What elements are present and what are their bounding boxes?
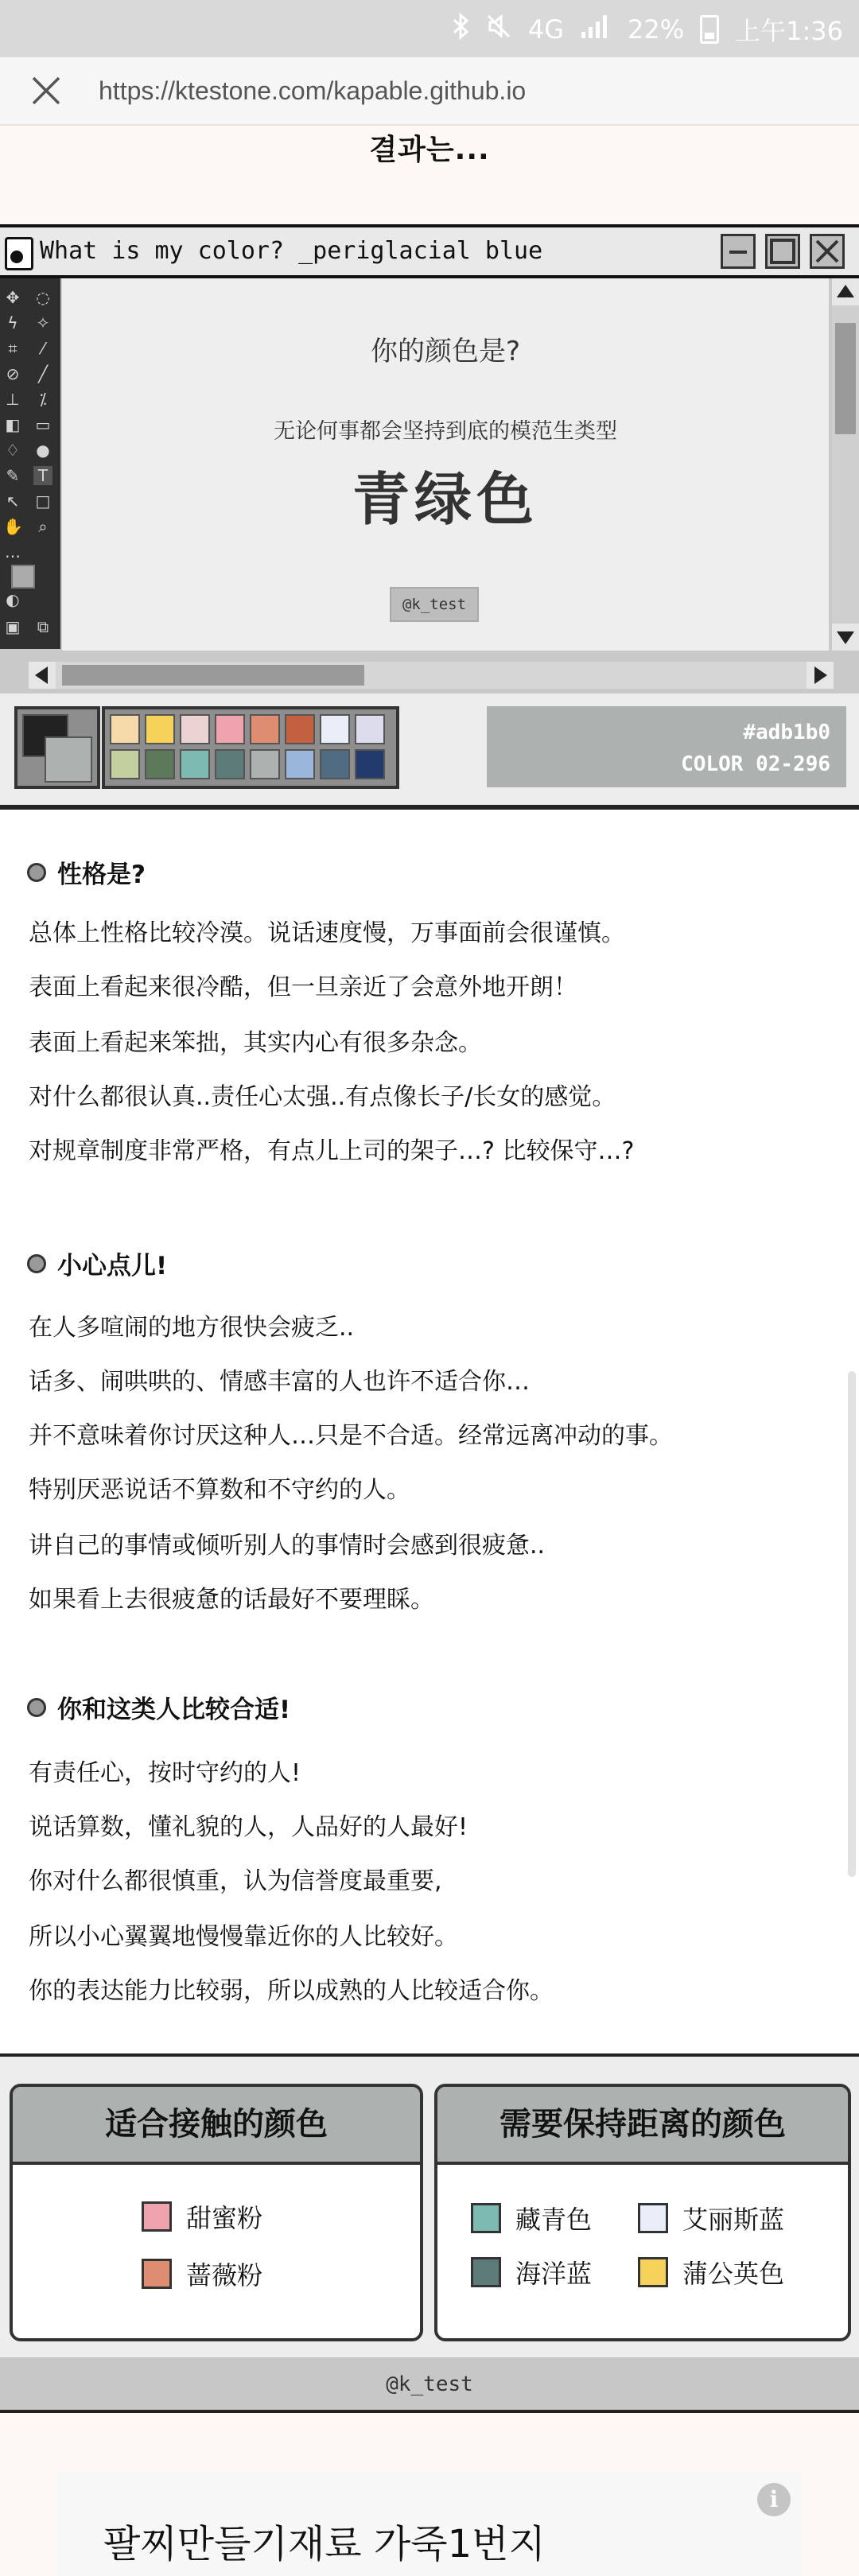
color-swatch xyxy=(638,2257,668,2287)
scroll-left-button[interactable] xyxy=(29,662,56,689)
text-line: 特别厌恶说话不算数和不守约的人。 xyxy=(29,1476,410,1504)
section-title-text: 小心点儿! xyxy=(57,1252,168,1280)
close-window-button[interactable] xyxy=(810,234,845,269)
bad-color-item xyxy=(471,2254,592,2290)
arrow-up-icon xyxy=(832,278,859,305)
footer-credit: @k_test xyxy=(0,2357,859,2411)
window-titlebar xyxy=(0,227,859,278)
url-text[interactable]: https://ktestone.com/kapable.github.io xyxy=(99,76,527,105)
bullet-icon xyxy=(27,863,46,882)
ellipse-select-icon[interactable]: ◌ xyxy=(36,288,50,307)
text-line: 总体上性格比较冷漠。说话速度慢，万事面前会很谨慎。 xyxy=(29,919,625,947)
text-line: 在人多喧闹的地方很快会疲乏.. xyxy=(29,1314,355,1342)
zoom-icon[interactable]: ⌕ xyxy=(38,517,48,536)
good-color-item xyxy=(142,2255,262,2292)
battery-percent: 22% xyxy=(628,14,685,45)
divider xyxy=(0,2410,859,2413)
color-swatches xyxy=(102,706,399,789)
palette-swatch[interactable] xyxy=(285,714,315,744)
color-swatch xyxy=(142,2259,172,2289)
horizontal-scroll-thumb[interactable] xyxy=(62,665,364,686)
result-color-name: 青绿色 xyxy=(352,466,538,533)
bluetooth-icon xyxy=(452,13,469,46)
good-color-item xyxy=(142,2198,262,2235)
text-line: 所以小心翼翼地慢慢靠近你的人比较好。 xyxy=(29,1923,458,1951)
palette-swatch[interactable] xyxy=(285,749,315,779)
result-question: 你的颜色是? xyxy=(370,336,521,367)
good-colors-card xyxy=(10,2084,423,2341)
bullet-icon xyxy=(27,1698,46,1717)
fg-bg-colors xyxy=(14,706,100,789)
browser-url-bar xyxy=(0,57,859,126)
window-title: What is my color? _periglacial blue xyxy=(40,237,543,265)
heal-icon[interactable]: ⊘ xyxy=(6,364,20,383)
network-label: 4G xyxy=(527,14,564,45)
quick-mask-icon[interactable]: ◐ xyxy=(6,590,20,609)
bad-color-item xyxy=(638,2200,784,2236)
maximize-icon xyxy=(768,236,798,266)
palette-swatch[interactable] xyxy=(355,749,385,779)
background-color xyxy=(45,736,92,783)
horizontal-scrollbar[interactable] xyxy=(29,662,834,689)
minimize-button[interactable] xyxy=(721,234,756,269)
screen-mode-icon[interactable]: ▣ xyxy=(5,617,21,636)
text-line: 说话算数，懂礼貌的人，人品好的人最好! xyxy=(29,1813,468,1841)
horizontal-scroll-area xyxy=(0,651,859,697)
text-line: 有责任心，按时守约的人! xyxy=(29,1759,301,1787)
color-name: 艾丽斯蓝 xyxy=(682,2205,785,2235)
status-icons xyxy=(452,11,843,48)
text-line: 你对什么都很慎重，认为信誉度最重要, xyxy=(29,1867,442,1895)
color-name: 蔷薇粉 xyxy=(186,2260,263,2290)
color-swatch xyxy=(471,2203,501,2233)
section-title-caution xyxy=(27,1245,167,1281)
palette-swatch[interactable] xyxy=(145,714,175,744)
color-name: 海洋蓝 xyxy=(515,2259,593,2289)
text-line: 表面上看起来笨拙，其实内心有很多杂念。 xyxy=(29,1029,482,1057)
move-tool-icon[interactable]: ✥ xyxy=(6,288,20,307)
pen-icon[interactable]: ✎ xyxy=(6,466,20,485)
section-title-match xyxy=(27,1689,290,1725)
vertical-scrollbar[interactable] xyxy=(832,278,859,651)
magic-wand-icon[interactable]: ✧ xyxy=(36,313,50,332)
color-swatch xyxy=(638,2203,668,2233)
palette-swatch[interactable] xyxy=(250,714,280,744)
result-subtitle: 无论何事都会坚持到底的模范生类型 xyxy=(274,419,617,444)
arrow-down-icon xyxy=(832,624,859,651)
gradient-icon[interactable]: ▭ xyxy=(35,415,51,434)
text-line: 如果看上去很疲惫的话最好不要理睬。 xyxy=(29,1586,434,1614)
text-line: 讲自己的事情或倾听别人的事情时会感到很疲惫.. xyxy=(29,1532,546,1560)
tool-palette xyxy=(0,278,60,649)
blur-icon[interactable]: ♢ xyxy=(6,441,20,460)
palette-swatch[interactable] xyxy=(180,714,210,744)
path-select-icon[interactable]: ↖ xyxy=(6,491,20,511)
text-line: 对什么都很认真..责任心太强..有点像长子/长女的感觉。 xyxy=(29,1083,616,1111)
mute-icon xyxy=(485,13,512,46)
type-tool-icon[interactable]: T xyxy=(33,466,52,485)
battery-icon xyxy=(700,15,719,44)
section-title-personality xyxy=(27,854,146,890)
text-line: 话多、闹哄哄的、情感丰富的人也许不适合你… xyxy=(29,1368,530,1396)
hand-icon[interactable]: ✋ xyxy=(3,517,23,536)
scroll-up-button[interactable] xyxy=(832,278,859,305)
color-compatibility xyxy=(0,2057,859,2357)
section-title-text: 你和这类人比较合适! xyxy=(57,1696,291,1724)
text-line: 表面上看起来很冷酷，但一旦亲近了会意外地开朗！ xyxy=(29,973,577,1001)
info-icon[interactable]: i xyxy=(757,2483,791,2516)
bad-color-item xyxy=(471,2200,592,2236)
bad-colors-title: 需要保持距离的颜色 xyxy=(437,2087,848,2165)
brush-icon[interactable]: ╱ xyxy=(37,364,49,383)
palette-swatch[interactable] xyxy=(110,714,140,744)
color-info-box xyxy=(487,706,846,787)
history-brush-icon[interactable]: ⁒ xyxy=(39,390,47,409)
k-test-badge: @k_test xyxy=(390,587,479,622)
arrow-right-icon xyxy=(807,662,834,689)
dodge-icon[interactable]: ● xyxy=(36,441,50,460)
bad-color-item xyxy=(638,2254,784,2290)
crop-icon[interactable]: ⌗ xyxy=(8,339,17,358)
app-icon xyxy=(5,237,33,270)
palette-swatch[interactable] xyxy=(320,749,350,779)
canvas xyxy=(62,278,829,651)
status-bar xyxy=(0,0,859,57)
color-swatch xyxy=(471,2257,501,2287)
scroll-right-button[interactable] xyxy=(807,662,834,689)
lasso-icon[interactable]: ϟ xyxy=(7,313,18,332)
color-swatch-icon[interactable] xyxy=(11,565,35,589)
description-content xyxy=(0,810,859,2053)
palette-swatch[interactable] xyxy=(355,714,385,744)
rectangle-icon[interactable]: □ xyxy=(35,491,51,511)
palette-swatch[interactable] xyxy=(250,749,280,779)
close-tab-button[interactable] xyxy=(29,73,64,108)
result-heading: 결과는... xyxy=(369,134,490,166)
close-icon xyxy=(29,73,64,108)
jump-icon[interactable]: ⧉ xyxy=(37,617,49,636)
section-title-text: 性格是? xyxy=(57,861,146,889)
stamp-icon[interactable]: ⊥ xyxy=(6,390,20,409)
color-code: COLOR 02-296 xyxy=(681,752,830,776)
palette-swatch[interactable] xyxy=(110,749,140,779)
eyedropper-icon[interactable]: ⁄ xyxy=(41,339,45,358)
color-name: 甜蜜粉 xyxy=(186,2203,263,2233)
color-name: 藏青色 xyxy=(515,2205,593,2235)
vertical-scroll-thumb[interactable] xyxy=(835,323,856,434)
ad-banner[interactable] xyxy=(57,2470,802,2576)
text-line: 并不意味着你讨厌这种人…只是不合适。经常远离冲动的事。 xyxy=(29,1422,673,1450)
eraser-icon[interactable]: ◧ xyxy=(5,415,21,434)
palette-swatch[interactable] xyxy=(145,749,175,779)
palette-panel xyxy=(0,694,859,805)
palette-swatch[interactable] xyxy=(320,714,350,744)
bad-colors-card xyxy=(434,2084,851,2341)
clock: 上午1:36 xyxy=(735,16,843,46)
ad-text[interactable]: 팔찌만들기재료 가죽1번지 xyxy=(103,2522,546,2566)
bullet-icon xyxy=(27,1254,46,1273)
close-icon xyxy=(812,236,842,266)
good-colors-title: 适合接触的颜色 xyxy=(13,2087,420,2165)
palette-swatch[interactable] xyxy=(215,714,245,744)
palette-swatch[interactable] xyxy=(215,749,245,779)
color-hex: #adb1b0 xyxy=(743,721,830,744)
signal-icon xyxy=(580,13,612,46)
maximize-button[interactable] xyxy=(765,234,800,269)
minimize-icon xyxy=(723,236,753,266)
arrow-left-icon xyxy=(29,662,56,689)
scroll-down-button[interactable] xyxy=(832,624,859,651)
more-tools-icon[interactable]: … xyxy=(5,542,21,561)
color-name: 蒲公英色 xyxy=(682,2259,785,2289)
palette-swatch[interactable] xyxy=(180,749,210,779)
page-scrollbar[interactable] xyxy=(848,1371,856,1877)
text-line: 对规章制度非常严格，有点儿上司的架子…? 比较保守…? xyxy=(29,1137,635,1165)
text-line: 你的表达能力比较弱，所以成熟的人比较适合你。 xyxy=(29,1977,554,2005)
color-swatch xyxy=(142,2201,172,2232)
